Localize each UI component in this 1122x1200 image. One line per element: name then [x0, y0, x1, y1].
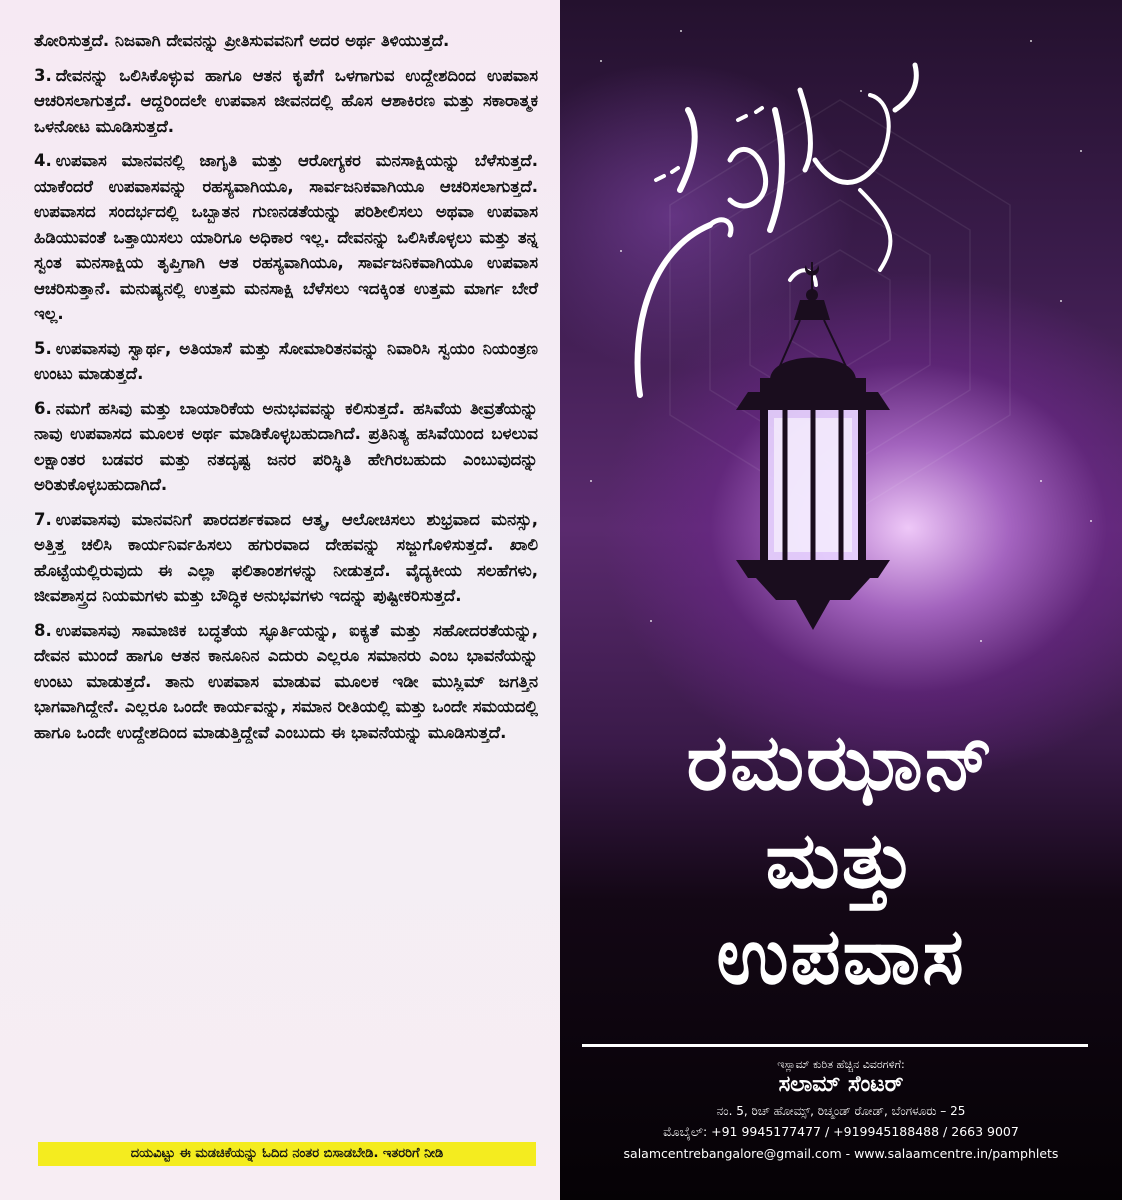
- cover-panel: [560, 0, 1122, 1200]
- title-ramzan: ರಮಝಾನ್: [686, 718, 996, 808]
- do-not-discard-note: ದಯವಿಟ್ಟು ಈ ಮಡಚಿಕೆಯನ್ನು ಓದಿದ ನಂತರ ಬಿಸಾಡಬೇಡಿ. ಇತರರಿಗೆ ನೀಡಿ: [38, 1142, 536, 1166]
- point-text: ಉಪವಾಸವು ಮಾನವನಿಗೆ ಪಾರದರ್ಶಕವಾದ ಆತ್ಮ, ಆಲೋಚಿಸಲು ಶುಭ್ರವಾದ ಮನಸ್ಸು, ಅತ್ತಿತ್ತ ಚಲಿಸಿ ಕಾರ್ಯನಿರ್ವಹಿಸಲು ಹಗುರವಾದ ದೇಹವನ್ನು ಸಜ್ಜುಗೊಳಿಸುತ್ತದೆ. ಖಾಲಿ ಹೊಟ್ಟೆಯಲ್ಲಿರುವುದು ಈ ಎಲ್ಲಾ ಫಲಿತಾಂಶಗಳನ್ನು ನೀಡುತ್ತದೆ. ವೈದ್ಯಕೀಯ ಸಲಹೆಗಳು, ಜೀವಶಾಸ್ತ್ರದ ನಿಯಮಗಳು ಮತ್ತು ಬೌದ್ಧಿಕ ಅನುಭವಗಳು ಇದನ್ನು ಪುಷ್ಟೀಕರಿಸುತ್ತದೆ.: [34, 509, 538, 605]
- point-6: [34, 396, 538, 498]
- intro-paragraph: ತೋರಿಸುತ್ತದೆ. ನಿಜವಾಗಿ ದೇವನನ್ನು ಪ್ರೀತಿಸುವವನಿಗೆ ಅದರ ಅರ್ಥ ತಿಳಿಯುತ್ತದೆ.: [34, 31, 450, 50]
- point-number: 5.: [34, 338, 52, 358]
- point-number: 8.: [34, 620, 52, 640]
- point-number: 7.: [34, 509, 52, 529]
- point-text: ಉಪವಾಸ ಮಾನವನಲ್ಲಿ ಜಾಗೃತಿ ಮತ್ತು ಆರೋಗ್ಯಕರ ಮನಸಾಕ್ಷಿಯನ್ನು ಬೆಳೆಸುತ್ತದೆ. ಯಾಕೆಂದರೆ ಉಪವಾಸವನ್ನು ರಹಸ್ಯವಾಗಿಯೂ, ಸಾರ್ವಜನಿಕವಾಗಿಯೂ ಆಚರಿಸಲಾಗುತ್ತದೆ. ಉಪವಾಸದ ಸಂದರ್ಭದಲ್ಲಿ ಒಬ್ಬಾತನ ಗುಣನಡತೆಯನ್ನು ಪರಿಶೀಲಿಸಲು ಅಥವಾ ಉಪವಾಸ ಹಿಡಿಯುವಂತೆ ಒತ್ತಾಯಿಸಲು ಯಾರಿಗೂ ಅಧಿಕಾರ ಇಲ್ಲ. ದೇವನನ್ನು ಒಲಿಸಿಕೊಳ್ಳಲು ಮತ್ತು ತನ್ನ ಸ್ವಂತ ಮನಸಾಕ್ಷಿಯ ತೃಪ್ತಿಗಾಗಿ ಆತ ರಹಸ್ಯವಾಗಿಯೂ, ಸಾರ್ವಜನಿಕವಾಗಿಯೂ ಉಪವಾಸ ಆಚರಿಸುತ್ತಾನೆ. ಮನುಷ್ಯನಲ್ಲಿ ಉತ್ತಮ ಮನಸಾಕ್ಷಿ ಬೆಳೆಸಲು ಇದಕ್ಕಿಂತ ಉತ್ತಮ ಮಾರ್ಗ ಬೇರೆ ಇಲ್ಲ.: [34, 151, 538, 323]
- point-4: [34, 148, 538, 327]
- email-website-text: salamcentrebangalore@gmail.com - www.salaamcentre.in/pamphlets: [623, 1146, 1059, 1161]
- point-8: [34, 618, 538, 746]
- divider-line: [582, 1044, 1088, 1047]
- point-text: ದೇವನನ್ನು ಒಲಿಸಿಕೊಳ್ಳುವ ಹಾಗೂ ಆತನ ಕೃಪೆಗೆ ಒಳಗಾಗುವ ಉದ್ದೇಶದಿಂದ ಉಪವಾಸ ಆಚರಿಸಲಾಗುತ್ತದೆ. ಆದ್ದರಿಂದಲೇ ಉಪವಾಸ ಜೀವನದಲ್ಲಿ ಹೊಸ ಆಶಾಕಿರಣ ಮತ್ತು ಸಕಾರಾತ್ಮಕ ಒಳನೋಟ ಮೂಡಿಸುತ್ತದೆ.: [34, 65, 538, 136]
- point-text: ನಮಗೆ ಹಸಿವು ಮತ್ತು ಬಾಯಾರಿಕೆಯ ಅನುಭವವನ್ನು ಕಲಿಸುತ್ತದೆ. ಹಸಿವೆಯ ತೀವ್ರತೆಯನ್ನು ನಾವು ಉಪವಾಸದ ಮೂಲಕ ಅರ್ಥ ಮಾಡಿಕೊಳ್ಳಬಹುದಾಗಿದೆ. ಪ್ರತಿನಿತ್ಯ ಹಸಿವೆಯಿಂದ ಬಳಲುವ ಲಕ್ಷಾಂತರ ಬಡವರ ಮತ್ತು ನತದೃಷ್ಟ ಜನರ ಪರಿಸ್ಥಿತಿ ಹೇಗಿರಬಹುದು ಎಂಬುವುದನ್ನು ಅರಿತುಕೊಳ್ಳಬಹುದಾಗಿದೆ.: [34, 398, 538, 494]
- point-5: [34, 336, 538, 387]
- ramadan-lantern-artwork: [560, 0, 1122, 700]
- point-number: 4.: [34, 151, 52, 170]
- point-7: [34, 507, 538, 609]
- lantern: [736, 262, 890, 630]
- point-text: ಉಪವಾಸವು ಸ್ವಾರ್ಥ, ಅತಿಯಾಸೆ ಮತ್ತು ಸೋಮಾರಿತನವನ್ನು ನಿವಾರಿಸಿ ಸ್ವಯಂ ನಿಯಂತ್ರಣ ಉಂಟು ಮಾಡುತ್ತದೆ.: [34, 338, 538, 383]
- calligraphy-art: [638, 65, 917, 395]
- text-column: [0, 0, 560, 1200]
- point-number: 6.: [34, 398, 52, 418]
- point-number: 3.: [34, 65, 52, 85]
- address-text: ನಂ. 5, ರಿಚ್ ಹೋಮ್ಸ್, ರಿಚ್ಮಂಡ್ ರೋಡ್, ಬೆಂಗಳೂರು – 25: [716, 1104, 966, 1118]
- point-text: ಉಪವಾಸವು ಸಾಮಾಜಿಕ ಬದ್ಧತೆಯ ಸ್ಫೂರ್ತಿಯನ್ನು, ಐಕ್ಯತೆ ಮತ್ತು ಸಹೋದರತೆಯನ್ನು, ದೇವನ ಮುಂದೆ ಹಾಗೂ ಆತನ ಕಾನೂನಿನ ಎದುರು ಎಲ್ಲರೂ ಸಮಾನರು ಎಂಬ ಭಾವನೆಯನ್ನು ಉಂಟು ಮಾಡುತ್ತದೆ. ತಾನು ಉಪವಾಸ ಮಾಡುವ ಮೂಲಕ ಇಡೀ ಮುಸ್ಲಿಮ್ ಜಗತ್ತಿನ ಭಾಗವಾಗಿದ್ದೇನೆ. ಎಲ್ಲರೂ ಒಂದೇ ಕಾರ್ಯವನ್ನು, ಸಮಾನ ರೀತಿಯಲ್ಲಿ ಮತ್ತು ಒಂದೇ ಸಮಯದಲ್ಲಿ ಹಾಗೂ ಒಂದೇ ಉದ್ದೇಶದಿಂದ ಮಾಡುತ್ತಿದ್ದೇವೆ ಎಂಬುದು ಈ ಭಾವನೆಯನ್ನು ಮೂಡಿಸುತ್ತದೆ.: [34, 620, 538, 742]
- info-label: ಇಸ್ಲಾಮ್ ಕುರಿತ ಹೆಚ್ಚಿನ ವಿವರಗಳಿಗೆ:: [777, 1058, 905, 1071]
- title-mattu: ಮತ್ತು: [765, 816, 917, 906]
- phone-text: ಮೊಬೈಲ್: +91 9945177477 / +919945188488 / 2663 9007: [663, 1124, 1019, 1139]
- organization-name: ಸಲಾಮ್ ಸೆಂಟರ್: [778, 1072, 904, 1097]
- title-upavasa: ಉಪವಾಸ: [716, 912, 966, 1002]
- point-3: [34, 63, 538, 140]
